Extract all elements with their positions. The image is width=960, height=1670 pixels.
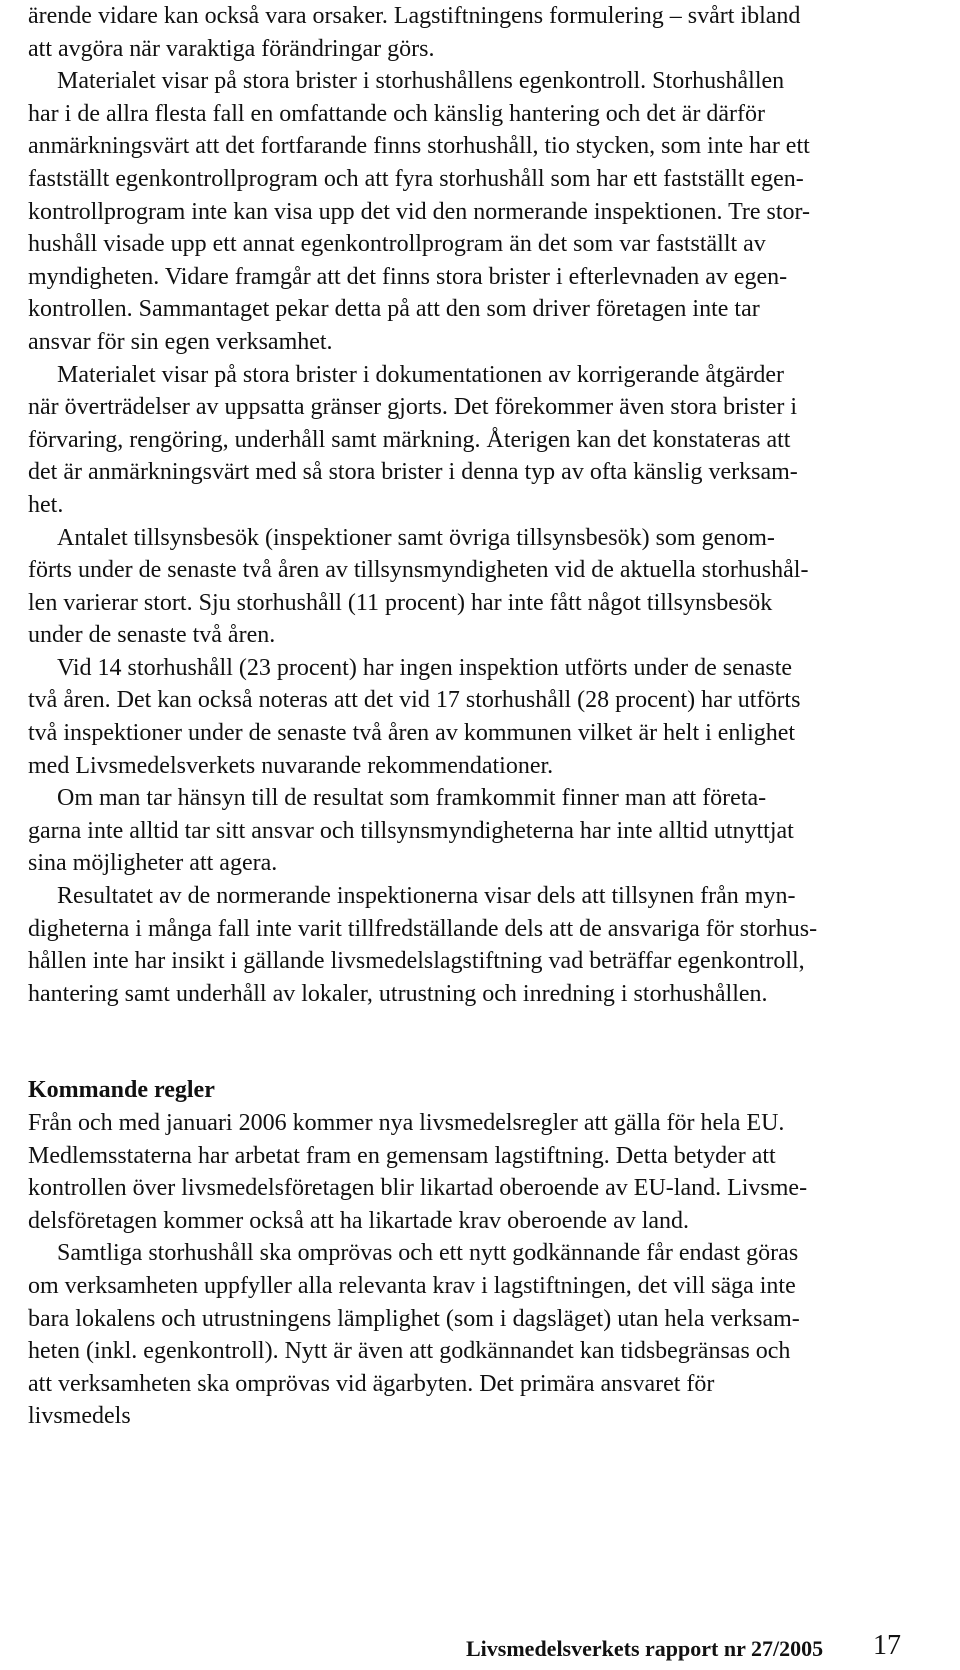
text-line: kontrollen över livsmedelsföretagen blir likartad oberoende av EU-land. Livsme-: [28, 1175, 808, 1202]
text-line: Materialet visar på stora brister i dokumentationen av korrigerande åtgärder: [57, 361, 785, 388]
text-line: när överträdelser av uppsatta gränser gjorts. Det förekommer även stora brister i: [28, 394, 798, 421]
text-line: digheterna i många fall inte varit tillfredställande dels att de ansvariga för storhus-: [28, 915, 818, 942]
text-line: med Livsmedelsverkets nuvarande rekommendationer.: [28, 752, 554, 779]
text-line: anmärkningsvärt att det fortfarande finns storhushåll, tio stycken, som inte har ett: [28, 133, 810, 160]
text-line: ansvar för sin egen verksamhet.: [28, 328, 333, 355]
text-line: Medlemsstaterna har arbetat fram en gemensam lagstiftning. Detta betyder att: [28, 1142, 776, 1169]
text-line: delsföretagen kommer också att ha likartade krav oberoende av land.: [28, 1207, 690, 1234]
text-line: Vid 14 storhushåll (23 procent) har ingen inspektion utförts under de senaste: [57, 654, 793, 681]
text-line: två inspektioner under de senaste två åren av kommunen vilket är helt i enlighet: [28, 720, 796, 747]
text-line: heten (inkl. egenkontroll). Nytt är även att godkännandet kan tidsbegränsas och: [28, 1338, 791, 1365]
text-line: hushåll visade upp ett annat egenkontrollprogram än det som var fastställt av: [28, 231, 766, 258]
text-line: sina möjligheter att agera.: [28, 850, 278, 877]
paragraph-resultat: [28, 782, 900, 880]
report-title: Livsmedelsverkets rapport nr 27/2005: [466, 1636, 824, 1661]
text-line: len varierar stort. Sju storhushåll (11 procent) har inte fått något tillsynsbesök: [28, 589, 773, 616]
page-number: 17: [873, 1630, 901, 1661]
text-line: garna inte alltid tar sitt ansvar och tillsynsmyndigheterna har inte alltid utnyttjat: [28, 817, 794, 844]
paragraph-egenkontroll: [28, 65, 900, 358]
text-line: Resultatet av de normerande inspektionerna visar dels att tillsynen från myn-: [57, 883, 796, 910]
text-line: det är anmärkningsvärt med så stora brister i denna typ av ofta känslig verksam-: [28, 459, 798, 486]
text-line: förvaring, rengöring, underhåll samt märkning. Återigen kan det konstateras att: [28, 426, 791, 453]
text-line: att verksamheten ska omprövas vid ägarbyten. Det primära ansvaret för: [28, 1370, 715, 1397]
text-line: två åren. Det kan också noteras att det vid 17 storhushåll (28 procent) har utförts: [28, 687, 801, 714]
paragraph-omprovning: [28, 1237, 900, 1433]
text-line: om verksamheten uppfyller alla relevanta krav i lagstiftningen, det vill säga inte: [28, 1272, 796, 1299]
paragraph-tillsynsbesok: [28, 522, 900, 652]
text-line: bara lokalens och utrustningens lämplighet (som i dagsläget) utan hela verksam-: [28, 1305, 800, 1332]
text-line: Från och med januari 2006 kommer nya livsmedelsregler att gälla för hela EU.: [28, 1110, 785, 1136]
text-line: Antalet tillsynsbesök (inspektioner samt övriga tillsynsbesök) som genom-: [57, 524, 775, 551]
section-heading: Kommande regler: [28, 1077, 215, 1104]
paragraph-continuation: [28, 0, 900, 65]
paragraph-dokumentation: [28, 359, 900, 522]
text-line: het.: [28, 491, 64, 518]
paragraph-livsmedelsregler: [28, 1107, 900, 1237]
document-page: [28, 0, 900, 1433]
text-line: under de senaste två åren.: [28, 622, 276, 649]
paragraph-inspektion: [28, 652, 900, 782]
text-line: har i de allra flesta fall en omfattande och känslig hantering och det är därför: [28, 100, 766, 127]
text-line: Samtliga storhushåll ska omprövas och ett nytt godkännande får endast göras: [57, 1240, 799, 1267]
text-line: livsmedels: [28, 1403, 131, 1430]
text-line: att avgöra när varaktiga förändringar görs.: [28, 35, 435, 62]
text-line: Om man tar hänsyn till de resultat som framkommit finner man att företa-: [57, 785, 767, 812]
text-line: ärende vidare kan också vara orsaker. Lagstiftningens formulering – svårt ibland: [28, 3, 801, 29]
text-line: fastställt egenkontrollprogram och att fyra storhushåll som har ett fastställt egen-: [28, 165, 804, 192]
text-line: förts under de senaste två åren av tillsynsmyndigheten vid de aktuella storhushål-: [28, 557, 809, 584]
text-line: myndigheten. Vidare framgår att det finns stora brister i efterlevnaden av egen-: [28, 263, 788, 290]
paragraph-normerande: [28, 880, 900, 1010]
text-line: Materialet visar på stora brister i storhushållens egenkontroll. Storhushållen: [57, 68, 785, 95]
text-line: kontrollen. Sammantaget pekar detta på att den som driver företagen inte tar: [28, 296, 760, 323]
text-line: hållen inte har insikt i gällande livsmedelslagstiftning vad beträffar egenkontroll,: [28, 948, 805, 975]
text-line: kontrollprogram inte kan visa upp det vid den normerande inspektionen. Tre stor-: [28, 198, 811, 225]
text-line: hantering samt underhåll av lokaler, utrustning och inredning i storhushållen.: [28, 980, 768, 1007]
